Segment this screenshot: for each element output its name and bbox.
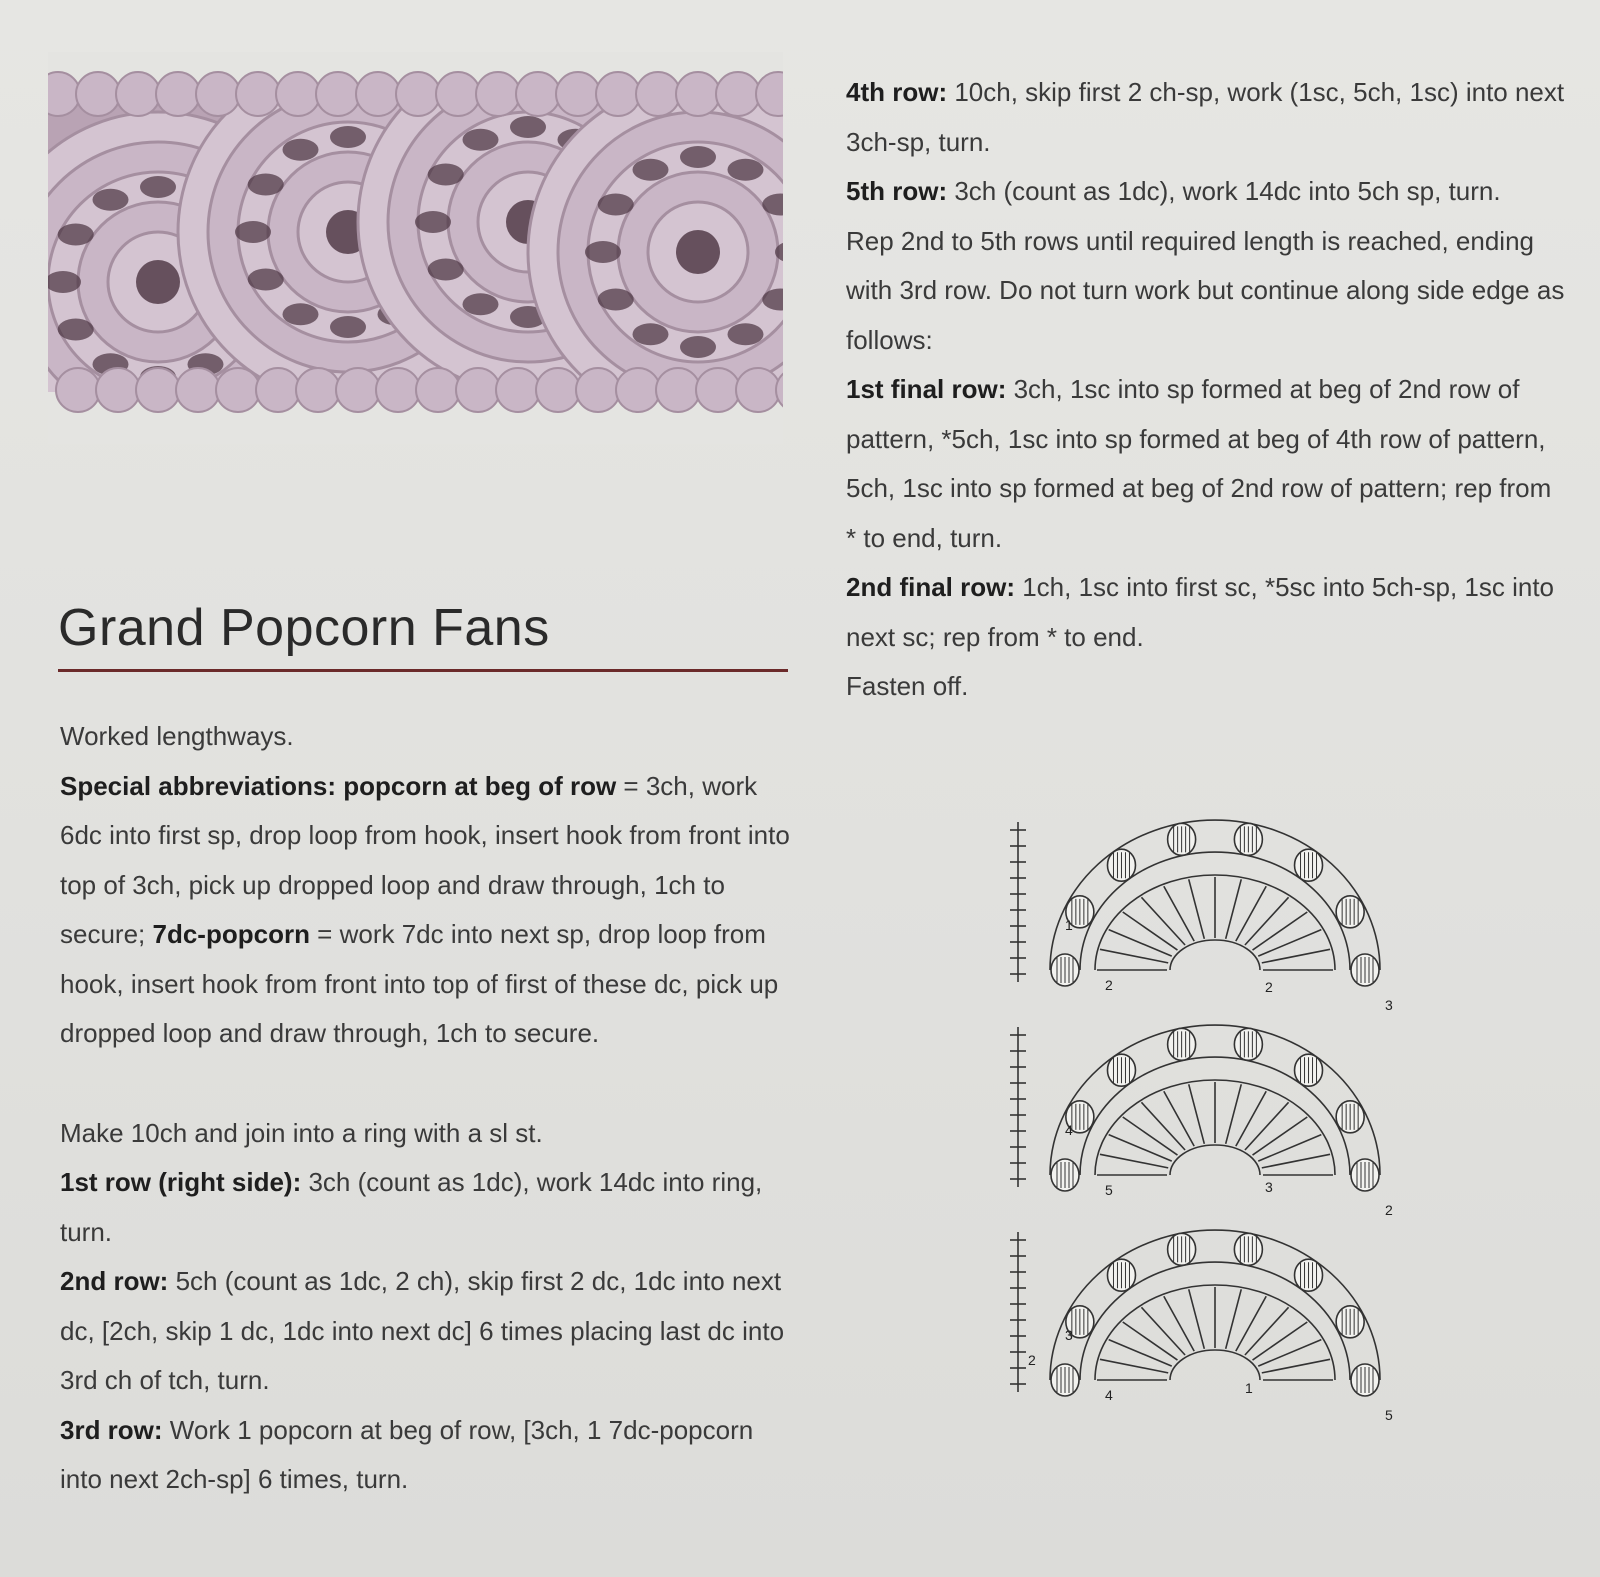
photo-scallop [736,368,780,412]
photo-scallop [596,72,640,116]
photo-scallop [196,72,240,116]
chart-fan-motif [1010,1230,1380,1396]
photo-scallop [576,368,620,412]
photo-scallop [496,368,540,412]
photo-scallop [376,368,420,412]
row-number-label: 4 [1105,1387,1113,1403]
abbreviations-paragraph: Special abbreviations: popcorn at beg of row = 3ch, work 6dc into first sp, drop loop from hook, insert hook from front into top of 3ch, pick up dropped loop and draw through, 1ch to secure; 7dc-popcorn = work 7dc into next sp, drop loop from hook, insert hook from front into top of first of these dc, pick up dropped loop and draw through, 1ch to secure. [60,770,790,1048]
photo-scallop [476,72,520,116]
photo-scallop [436,72,480,116]
start-text: Make 10ch and join into a ring with a sl st. [60,1117,543,1148]
photo-scallop [316,72,360,116]
photo-scallop [116,72,160,116]
row-1-instruction: 1st row (right side): 3ch (count as 1dc), work 14dc into ring, turn. [60,1167,763,1247]
photo-scallop [256,368,300,412]
chart-fan-motif [1010,1025,1380,1191]
row-number-label: 2 [1265,979,1273,995]
final-row-1-instruction: 1st final row: 3ch, 1sc into sp formed at beg of 2nd row of pattern, *5ch, 1sc into sp formed at beg of 4th row of pattern, 5ch, 1sc into sp formed at beg of 2nd row of pattern; rep from * to end, turn. [846,374,1552,553]
crochet-edging-photo [48,52,783,444]
left-instructions [60,712,800,1505]
intro-text: Worked lengthways. [60,721,294,751]
photo-scallop [216,368,260,412]
photo-scallop [96,368,140,412]
photo-scallop [556,72,600,116]
row-4-instruction: 4th row: 10ch, skip first 2 ch-sp, work (1sc, 5ch, 1sc) into next 3ch-sp, turn. [846,77,1565,157]
crochet-chart-diagram [990,780,1430,1430]
row-number-label: 3 [1265,1179,1273,1195]
photo-scallop [616,368,660,412]
pattern-title: Grand Popcorn Fans [58,599,550,657]
row-5-instruction: 5th row: 3ch (count as 1dc), work 14dc into 5ch sp, turn. [846,176,1501,206]
photo-scallop [696,368,740,412]
photo-scallop [676,72,720,116]
photo-scallop [236,72,280,116]
photo-scallop [56,368,100,412]
photo-scallop [156,72,200,116]
photo-scallop [296,368,340,412]
final-row-2-instruction: 2nd final row: 1ch, 1sc into first sc, *5sc into 5ch-sp, 1sc into next sc; rep from * to end. [846,572,1555,652]
right-instructions [846,68,1566,712]
title-underline [58,669,788,672]
photo-scallop [636,72,680,116]
row-number-label: 3 [1065,1327,1073,1343]
row-number-label: 1 [1065,917,1073,933]
row-2-instruction: 2nd row: 5ch (count as 1dc, 2 ch), skip first 2 dc, 1dc into next dc, [2ch, skip 1 dc, 1dc into next dc] 6 times placing last dc into 3rd ch of tch, turn. [60,1266,785,1395]
fasten-off-text: Fasten off. [846,671,969,701]
row-number-label: 2 [1385,1202,1393,1218]
row-number-label: 2 [1105,977,1113,993]
photo-scallop [396,72,440,116]
photo-scallop [536,368,580,412]
row-number-label: 4 [1065,1122,1073,1138]
photo-scallop [356,72,400,116]
chart-fan-motif [1010,820,1380,986]
photo-scallop [416,368,460,412]
photo-scallop [516,72,560,116]
photo-scallop [136,368,180,412]
repeat-instruction: Rep 2nd to 5th rows until required length is reached, ending with 3rd row. Do not turn work but continue along side edge as follows: [846,225,1565,355]
photo-scallop [276,72,320,116]
photo-scallop [456,368,500,412]
photo-scallop [176,368,220,412]
row-3-instruction: 3rd row: Work 1 popcorn at beg of row, [3ch, 1 7dc-popcorn into next 2ch-sp] 6 times, turn. [60,1414,754,1494]
photo-scallop [336,368,380,412]
row-number-label: 3 [1385,997,1393,1013]
photo-scallop [656,368,700,412]
row-number-label: 1 [1245,1380,1253,1396]
row-number-label: 5 [1385,1407,1393,1423]
photo-scallop [76,72,120,116]
row-number-label: 2 [1028,1352,1036,1368]
row-number-label: 5 [1105,1182,1113,1198]
photo-scallop [716,72,760,116]
